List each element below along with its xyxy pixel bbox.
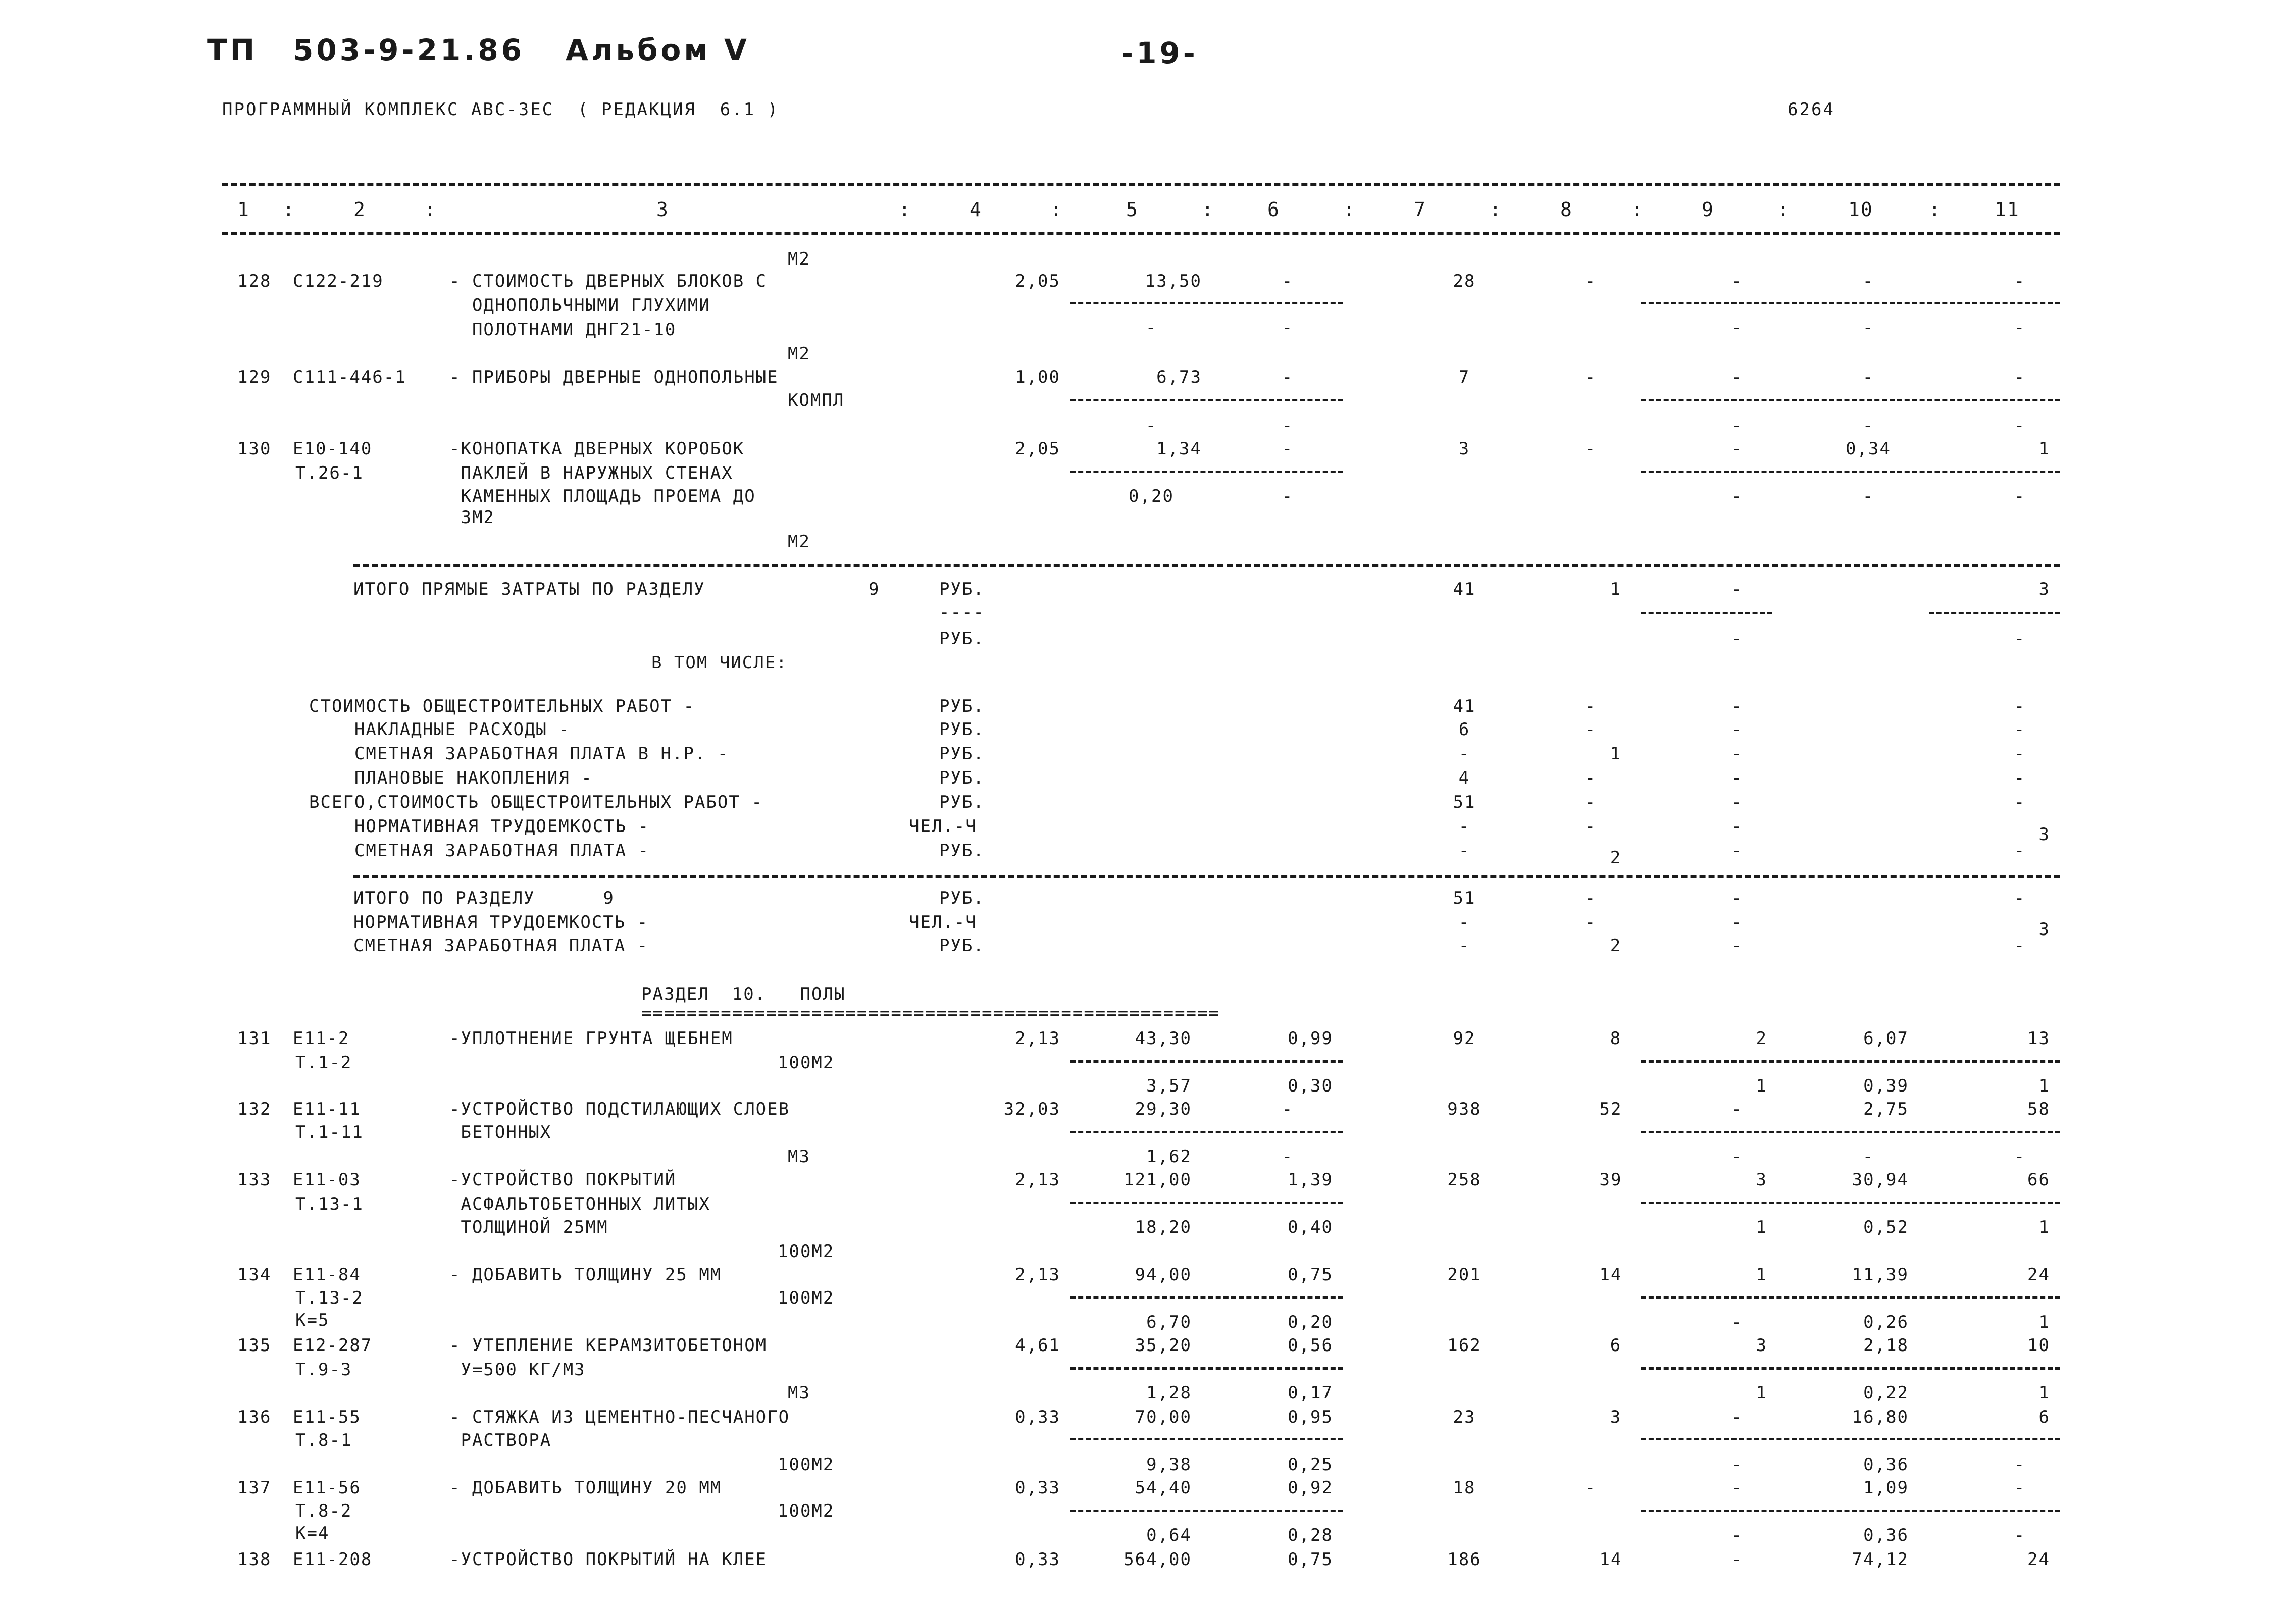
col-11: 11: [1995, 198, 2020, 221]
document-number: 6264: [1788, 99, 1835, 120]
header-rule-top: [222, 183, 2060, 186]
summary-label: ИТОГО ПРЯМЫЕ ЗАТРАТЫ ПО РАЗДЕЛУ: [353, 579, 705, 599]
col-10: 10: [1848, 198, 1873, 221]
col-8: 8: [1560, 198, 1573, 221]
col-5: 5: [1126, 198, 1139, 221]
col-1: 1: [237, 198, 250, 221]
in-that-label: В ТОМ ЧИСЛЕ:: [651, 653, 788, 673]
item-num: 128: [237, 271, 272, 291]
item-desc: - СТОИМОСТЬ ДВЕРНЫХ БЛОКОВ С: [449, 271, 768, 291]
program-line: ПРОГРАММНЫЙ КОМПЛЕКС АВС-3ЕС ( РЕДАКЦИЯ 6.1 ): [222, 99, 780, 120]
col-4: 4: [970, 198, 982, 221]
col-6: 6: [1267, 198, 1280, 221]
page-number: -19-: [1121, 36, 1198, 70]
col-3: 3: [656, 198, 669, 221]
col-2: 2: [353, 198, 366, 221]
tp-label: ТП: [207, 33, 258, 67]
section-underline: ===================================================: [641, 1003, 1220, 1023]
item-code: С122-219: [293, 271, 384, 291]
section-heading: РАЗДЕЛ 10. ПОЛЫ: [641, 984, 846, 1004]
header-rule-bottom: [222, 232, 2060, 235]
project-code: 503-9-21.86: [293, 33, 525, 67]
col-7: 7: [1414, 198, 1426, 221]
col-9: 9: [1702, 198, 1714, 221]
album-label: Альбом V: [566, 33, 750, 67]
